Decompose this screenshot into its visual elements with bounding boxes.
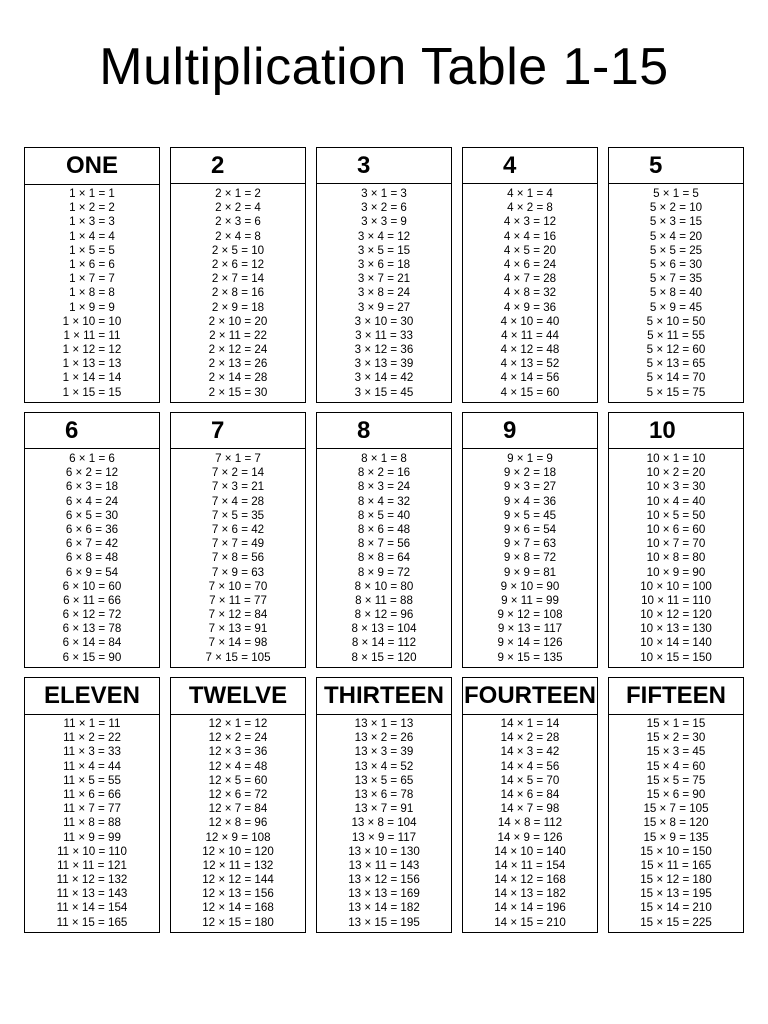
page-title: Multiplication Table 1-15 (99, 38, 669, 96)
table-row: 1 × 2 = 2 (69, 201, 115, 215)
table-row: 1 × 5 = 5 (69, 243, 115, 257)
table-row: 1 × 13 = 13 (62, 357, 122, 371)
table-row: 11 × 11 = 121 (57, 858, 127, 872)
table-row: 2 × 6 = 12 (211, 257, 265, 271)
table-row: 10 × 3 = 30 (646, 480, 706, 494)
table-header: 9 (463, 413, 597, 449)
table-row: 13 × 15 = 195 (348, 915, 420, 929)
table-row: 7 × 14 = 98 (208, 636, 268, 650)
table-row: 14 × 2 = 28 (500, 731, 560, 745)
table-row: 14 × 11 = 154 (494, 858, 566, 872)
table-row: 8 × 8 = 64 (357, 551, 411, 565)
table-row: 6 × 5 = 30 (65, 508, 119, 522)
table-row: 12 × 1 = 12 (208, 717, 268, 730)
table-row: 8 × 12 = 96 (354, 608, 414, 622)
table-row: 8 × 11 = 88 (355, 593, 413, 607)
table-row: 4 × 13 = 52 (500, 357, 560, 371)
table-5 (608, 147, 744, 403)
table-row: 5 × 8 = 40 (649, 286, 703, 300)
table-row: 8 × 4 = 32 (357, 494, 411, 508)
table-row: 2 × 5 = 10 (211, 243, 265, 257)
table-row: 12 × 10 = 120 (202, 844, 274, 858)
table-row: 10 × 12 = 120 (640, 608, 712, 622)
table-row: 5 × 10 = 50 (646, 314, 706, 328)
table-14 (462, 677, 598, 933)
table-row: 13 × 1 = 13 (354, 717, 414, 730)
table-row: 5 × 3 = 15 (649, 215, 703, 229)
table-row: 2 × 15 = 30 (208, 385, 268, 399)
table-row: 6 × 6 = 36 (65, 522, 119, 536)
table-row: 3 × 14 = 42 (354, 371, 414, 385)
table-row: 9 × 5 = 45 (503, 508, 557, 522)
table-row: 10 × 13 = 130 (640, 622, 712, 636)
table-row: 2 × 12 = 24 (208, 343, 268, 357)
table-row: 7 × 7 = 49 (211, 537, 265, 551)
table-row: 1 × 9 = 9 (69, 300, 115, 314)
table-row: 12 × 11 = 132 (202, 858, 274, 872)
table-row: 12 × 12 = 144 (202, 873, 274, 887)
table-row: 12 × 15 = 180 (202, 915, 274, 929)
table-row: 5 × 11 = 55 (647, 328, 705, 342)
table-row: 12 × 8 = 96 (208, 816, 268, 830)
table-row: 5 × 13 = 65 (646, 357, 706, 371)
table-row: 5 × 14 = 70 (646, 371, 706, 385)
table-row: 13 × 5 = 65 (354, 773, 414, 787)
table-row: 7 × 9 = 63 (211, 565, 265, 579)
table-11 (24, 677, 160, 933)
table-row: 13 × 6 = 78 (354, 787, 414, 801)
table-row: 8 × 13 = 104 (351, 622, 417, 636)
table-row: 8 × 14 = 112 (351, 636, 417, 650)
table-row: 7 × 11 = 77 (209, 593, 267, 607)
table-row: 10 × 2 = 20 (646, 466, 706, 480)
table-row: 6 × 2 = 12 (65, 466, 119, 480)
table-row: 1 × 4 = 4 (69, 229, 115, 243)
table-4 (462, 147, 598, 403)
table-row: 13 × 14 = 182 (348, 901, 420, 915)
table-row: 15 × 13 = 195 (640, 887, 712, 901)
table-header: FIFTEEN (609, 678, 743, 715)
table-row: 10 × 7 = 70 (646, 537, 706, 551)
table-row: 4 × 3 = 12 (503, 215, 557, 229)
table-row: 14 × 15 = 210 (494, 915, 566, 929)
table-row: 11 × 14 = 154 (56, 901, 128, 915)
table-row: 11 × 10 = 110 (57, 844, 127, 858)
table-row: 4 × 6 = 24 (503, 257, 557, 271)
table-row: 3 × 4 = 12 (357, 229, 411, 243)
table-2 (170, 147, 306, 403)
table-row: 5 × 6 = 30 (649, 257, 703, 271)
table-row: 11 × 1 = 11 (63, 717, 121, 730)
table-row: 15 × 12 = 180 (640, 873, 712, 887)
table-row: 15 × 2 = 30 (646, 731, 706, 745)
table-row: 12 × 5 = 60 (208, 773, 268, 787)
table-row: 14 × 5 = 70 (500, 773, 560, 787)
table-row: 6 × 4 = 24 (65, 494, 119, 508)
table-row: 2 × 2 = 4 (215, 201, 261, 215)
table-row: 13 × 12 = 156 (348, 873, 420, 887)
table-row: 6 × 7 = 42 (65, 537, 119, 551)
table-header: 10 (609, 413, 743, 449)
table-row: 13 × 2 = 26 (354, 731, 414, 745)
table-row: 5 × 7 = 35 (649, 272, 703, 286)
table-row: 10 × 9 = 90 (646, 565, 706, 579)
table-row: 9 × 1 = 9 (507, 452, 553, 465)
table-row: 15 × 9 = 135 (643, 830, 709, 844)
table-row: 14 × 3 = 42 (500, 745, 560, 759)
table-header: 7 (171, 413, 305, 449)
table-row: 12 × 4 = 48 (208, 759, 268, 773)
table-row: 4 × 5 = 20 (503, 243, 557, 257)
table-row: 4 × 2 = 8 (507, 201, 553, 215)
table-row: 3 × 2 = 6 (361, 201, 407, 215)
table-row: 11 × 9 = 99 (63, 830, 121, 844)
table-row: 15 × 7 = 105 (643, 802, 709, 816)
table-row: 8 × 9 = 72 (357, 565, 411, 579)
table-9 (462, 412, 598, 668)
table-row: 7 × 12 = 84 (208, 608, 268, 622)
table-row: 12 × 7 = 84 (208, 802, 268, 816)
table-row: 2 × 10 = 20 (208, 314, 268, 328)
table-row: 1 × 12 = 12 (62, 343, 122, 357)
table-row: 1 × 8 = 8 (69, 286, 115, 300)
table-row: 10 × 15 = 150 (640, 650, 712, 664)
table-header: TWELVE (171, 678, 305, 715)
table-row: 9 × 4 = 36 (503, 494, 557, 508)
table-13 (316, 677, 452, 933)
table-row: 3 × 12 = 36 (354, 343, 414, 357)
table-row: 10 × 4 = 40 (646, 494, 706, 508)
table-row: 13 × 11 = 143 (348, 858, 420, 872)
table-row: 13 × 8 = 104 (351, 816, 417, 830)
table-row: 14 × 4 = 56 (500, 759, 560, 773)
table-row: 7 × 3 = 21 (211, 480, 265, 494)
table-row: 9 × 13 = 117 (497, 622, 563, 636)
table-row: 3 × 10 = 30 (354, 314, 414, 328)
table-row: 11 × 6 = 66 (63, 787, 121, 801)
table-row: 4 × 11 = 44 (501, 328, 559, 342)
table-row: 7 × 8 = 56 (211, 551, 265, 565)
table-row: 12 × 6 = 72 (208, 787, 268, 801)
table-row: 14 × 8 = 112 (497, 816, 563, 830)
table-10 (608, 412, 744, 668)
table-row: 5 × 4 = 20 (649, 229, 703, 243)
table-row: 8 × 3 = 24 (357, 480, 411, 494)
table-row: 6 × 15 = 90 (62, 650, 122, 664)
table-header: 6 (25, 413, 159, 449)
table-row: 1 × 14 = 14 (62, 371, 122, 385)
table-row: 6 × 9 = 54 (65, 565, 119, 579)
table-row: 14 × 1 = 14 (500, 717, 560, 730)
table-row: 4 × 7 = 28 (503, 272, 557, 286)
table-row: 4 × 8 = 32 (503, 286, 557, 300)
table-row: 2 × 1 = 2 (215, 187, 261, 200)
table-row: 2 × 8 = 16 (211, 286, 265, 300)
table-row: 8 × 10 = 80 (354, 579, 414, 593)
table-row: 14 × 14 = 196 (494, 901, 566, 915)
table-row: 15 × 4 = 60 (646, 759, 706, 773)
table-row: 15 × 11 = 165 (640, 858, 712, 872)
table-row: 6 × 11 = 66 (63, 593, 121, 607)
table-row: 4 × 4 = 16 (503, 229, 557, 243)
table-row: 7 × 2 = 14 (211, 466, 265, 480)
table-row: 13 × 13 = 169 (348, 887, 420, 901)
table-15 (608, 677, 744, 933)
table-3 (316, 147, 452, 403)
table-row: 11 × 2 = 22 (63, 731, 121, 745)
table-row: 2 × 9 = 18 (211, 300, 265, 314)
table-row: 8 × 2 = 16 (357, 466, 411, 480)
table-row: 9 × 15 = 135 (497, 650, 563, 664)
table-row: 13 × 7 = 91 (354, 802, 414, 816)
table-row: 13 × 10 = 130 (348, 844, 420, 858)
table-row: 7 × 13 = 91 (208, 622, 268, 636)
table-row: 7 × 1 = 7 (215, 452, 261, 465)
table-row: 9 × 3 = 27 (503, 480, 557, 494)
table-row: 5 × 9 = 45 (649, 300, 703, 314)
table-row: 6 × 13 = 78 (62, 622, 122, 636)
table-header: FOURTEEN (463, 678, 597, 715)
table-row: 10 × 5 = 50 (646, 508, 706, 522)
table-row: 15 × 6 = 90 (646, 787, 706, 801)
table-row: 15 × 14 = 210 (640, 901, 712, 915)
table-header: ONE (25, 148, 159, 185)
table-row: 14 × 7 = 98 (500, 802, 560, 816)
table-row: 3 × 7 = 21 (357, 272, 411, 286)
table-row: 1 × 11 = 11 (63, 328, 121, 342)
table-row: 10 × 8 = 80 (646, 551, 706, 565)
table-row: 10 × 10 = 100 (640, 579, 712, 593)
table-row: 5 × 12 = 60 (646, 343, 706, 357)
table-row: 2 × 3 = 6 (215, 215, 261, 229)
table-row: 6 × 12 = 72 (62, 608, 122, 622)
table-row: 4 × 15 = 60 (500, 385, 560, 399)
table-row: 11 × 13 = 143 (56, 887, 128, 901)
table-header: 2 (171, 148, 305, 184)
table-row: 6 × 10 = 60 (62, 579, 122, 593)
table-row: 13 × 4 = 52 (354, 759, 414, 773)
table-row: 8 × 7 = 56 (357, 537, 411, 551)
table-row: 15 × 15 = 225 (640, 915, 712, 929)
table-row: 4 × 10 = 40 (500, 314, 560, 328)
table-row: 12 × 14 = 168 (202, 901, 274, 915)
table-row: 14 × 9 = 126 (497, 830, 563, 844)
table-header: 4 (463, 148, 597, 184)
table-row: 5 × 2 = 10 (649, 201, 703, 215)
table-row: 11 × 5 = 55 (63, 773, 121, 787)
table-row: 13 × 3 = 39 (354, 745, 414, 759)
table-row: 8 × 15 = 120 (351, 650, 417, 664)
table-row: 11 × 8 = 88 (63, 816, 121, 830)
table-row: 7 × 5 = 35 (211, 508, 265, 522)
table-row: 14 × 10 = 140 (494, 844, 566, 858)
table-row: 7 × 10 = 70 (208, 579, 268, 593)
table-row: 11 × 3 = 33 (63, 745, 121, 759)
table-row: 9 × 10 = 90 (500, 579, 560, 593)
table-row: 5 × 5 = 25 (649, 243, 703, 257)
table-row: 8 × 5 = 40 (357, 508, 411, 522)
table-row: 10 × 6 = 60 (646, 522, 706, 536)
table-row: 9 × 7 = 63 (503, 537, 557, 551)
table-row: 9 × 6 = 54 (503, 522, 557, 536)
table-header: 5 (609, 148, 743, 184)
table-row: 7 × 4 = 28 (211, 494, 265, 508)
table-row: 13 × 9 = 117 (351, 830, 417, 844)
table-row: 4 × 12 = 48 (500, 343, 560, 357)
table-row: 3 × 13 = 39 (354, 357, 414, 371)
table-row: 15 × 10 = 150 (640, 844, 712, 858)
table-row: 3 × 3 = 9 (361, 215, 407, 229)
table-row: 5 × 1 = 5 (653, 187, 699, 200)
table-row: 15 × 1 = 15 (646, 717, 706, 730)
table-row: 9 × 11 = 99 (501, 593, 559, 607)
table-row: 12 × 9 = 108 (205, 830, 271, 844)
table-row: 2 × 13 = 26 (208, 357, 268, 371)
table-row: 12 × 13 = 156 (202, 887, 274, 901)
table-row: 15 × 8 = 120 (643, 816, 709, 830)
table-row: 6 × 14 = 84 (62, 636, 122, 650)
table-row: 2 × 7 = 14 (211, 272, 265, 286)
table-row: 4 × 14 = 56 (500, 371, 560, 385)
table-row: 9 × 9 = 81 (503, 565, 557, 579)
table-header: 8 (317, 413, 451, 449)
table-header: ELEVEN (25, 678, 159, 715)
table-row: 12 × 3 = 36 (208, 745, 268, 759)
table-row: 1 × 3 = 3 (69, 215, 115, 229)
table-row: 4 × 1 = 4 (507, 187, 553, 200)
table-row: 3 × 5 = 15 (357, 243, 411, 257)
table-header: 3 (317, 148, 451, 184)
table-row: 9 × 14 = 126 (497, 636, 563, 650)
table-row: 6 × 3 = 18 (65, 480, 119, 494)
table-row: 9 × 8 = 72 (503, 551, 557, 565)
table-row: 3 × 11 = 33 (355, 328, 413, 342)
table-1 (24, 147, 160, 403)
table-row: 12 × 2 = 24 (208, 731, 268, 745)
table-row: 9 × 2 = 18 (503, 466, 557, 480)
table-6 (24, 412, 160, 668)
table-row: 10 × 14 = 140 (640, 636, 712, 650)
table-row: 3 × 6 = 18 (357, 257, 411, 271)
table-row: 1 × 10 = 10 (62, 314, 122, 328)
table-row: 11 × 7 = 77 (63, 802, 121, 816)
table-row: 9 × 12 = 108 (497, 608, 563, 622)
table-row: 2 × 14 = 28 (208, 371, 268, 385)
table-12 (170, 677, 306, 933)
table-row: 7 × 15 = 105 (205, 650, 271, 664)
table-row: 10 × 1 = 10 (646, 452, 706, 465)
table-row: 8 × 1 = 8 (361, 452, 407, 465)
table-row: 6 × 1 = 6 (69, 452, 115, 465)
table-row: 1 × 1 = 1 (69, 187, 115, 200)
table-row: 4 × 9 = 36 (503, 300, 557, 314)
table-row: 6 × 8 = 48 (65, 551, 119, 565)
table-row: 11 × 4 = 44 (63, 759, 121, 773)
table-row: 15 × 5 = 75 (646, 773, 706, 787)
table-row: 2 × 4 = 8 (215, 229, 261, 243)
table-row: 1 × 6 = 6 (69, 257, 115, 271)
table-7 (170, 412, 306, 668)
table-row: 1 × 7 = 7 (69, 272, 115, 286)
table-row: 3 × 9 = 27 (357, 300, 411, 314)
table-row: 14 × 6 = 84 (500, 787, 560, 801)
table-row: 11 × 15 = 165 (56, 915, 128, 929)
table-row: 11 × 12 = 132 (56, 873, 128, 887)
table-header: THIRTEEN (317, 678, 451, 715)
table-row: 3 × 8 = 24 (357, 286, 411, 300)
table-row: 1 × 15 = 15 (62, 385, 122, 399)
table-row: 14 × 13 = 182 (494, 887, 566, 901)
table-row: 14 × 12 = 168 (494, 873, 566, 887)
table-row: 7 × 6 = 42 (211, 522, 265, 536)
table-row: 10 × 11 = 110 (641, 593, 711, 607)
table-row: 3 × 1 = 3 (361, 187, 407, 200)
table-row: 3 × 15 = 45 (354, 385, 414, 399)
table-8 (316, 412, 452, 668)
table-row: 8 × 6 = 48 (357, 522, 411, 536)
table-row: 15 × 3 = 45 (646, 745, 706, 759)
table-row: 2 × 11 = 22 (209, 328, 267, 342)
table-row: 5 × 15 = 75 (646, 385, 706, 399)
